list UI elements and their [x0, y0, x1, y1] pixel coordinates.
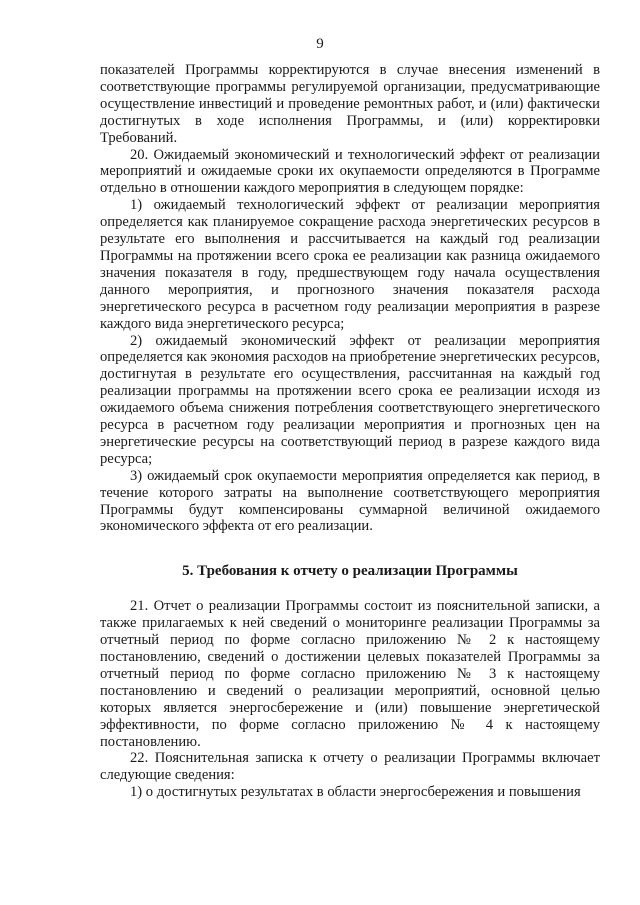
page-number: 9	[316, 36, 324, 52]
list-item-results: 1) о достигнутых результатах в области энергосбережения и повышения	[130, 784, 581, 801]
document-body	[100, 62, 600, 801]
list-item-technological-effect: 1) ожидаемый технологический эффект от реализации мероприятия определяется как планируемое сокращение расхода энергетических ресурсов в результате его выполнения и рассчитывается на каждый год реализации Программы на протяжении всего срока ее реализации как разница ожидаемого значения показателя в году, предшествующем году начала осуществления данного мероприятия, и прогнозного значения показателя расхода энергетического ресурса в расчетном году реализации мероприятия в разрезе каждого вида энергетического ресурса;	[100, 197, 600, 332]
paragraph-21: 21. Отчет о реализации Программы состоит из пояснительной записки, а также прилагаемых к ней сведений о мониторинге реализации Программы за отчетный период по форме согласно приложению № 2 к настоящему постановлению, сведений о достижении целевых показателей Программы за отчетный период по форме согласно приложению № 3 к настоящему постановлению и сведений о реализации мероприятий, основной целью которых является энергосбережение и (или) повышение энергетической эффективности, по форме согласно приложению № 4 к настоящему постановлению.	[100, 598, 600, 750]
paragraph-continuation: показателей Программы корректируются в случае внесения изменений в соответствующие программы регулируемой организации, предусматривающие осуществление инвестиций и проведение ремонтных работ, и (или) фактически достигнутых в ходе исполнения Программы, и (или) корректировки Требований.	[100, 62, 600, 146]
list-item-economic-effect: 2) ожидаемый экономический эффект от реализации мероприятия определяется как экономия расходов на приобретение энергетических ресурсов, достигнутая в результате его осуществления, рассчитанная на каждый год реализации программы на протяжении всего срока ее реализации исходя из ожидаемого объема снижения потребления соответствующего энергетического ресурса в расчетном году реализации мероприятия и прогнозных цен на энергетические ресурсы на соответствующий период в разрезе каждого вида ресурса;	[100, 332, 600, 467]
spacer	[100, 535, 600, 563]
paragraph-20: 20. Ожидаемый экономический и технологический эффект от реализации мероприятий и ожидаемые сроки их окупаемости определяются в Программе отдельно в отношении каждого мероприятия в следующем порядке:	[100, 146, 600, 197]
section-heading: 5. Требования к отчету о реализации Программы	[182, 563, 518, 580]
list-item-payback-period: 3) ожидаемый срок окупаемости мероприятия определяется как период, в течение которого затраты на выполнение соответствующего мероприятия Программы будут компенсированы суммарной величиной ожидаемого экономического эффекта от его реализации.	[100, 467, 600, 535]
paragraph-22: 22. Пояснительная записка к отчету о реализации Программы включает следующие сведения:	[100, 750, 600, 784]
spacer	[100, 580, 600, 598]
